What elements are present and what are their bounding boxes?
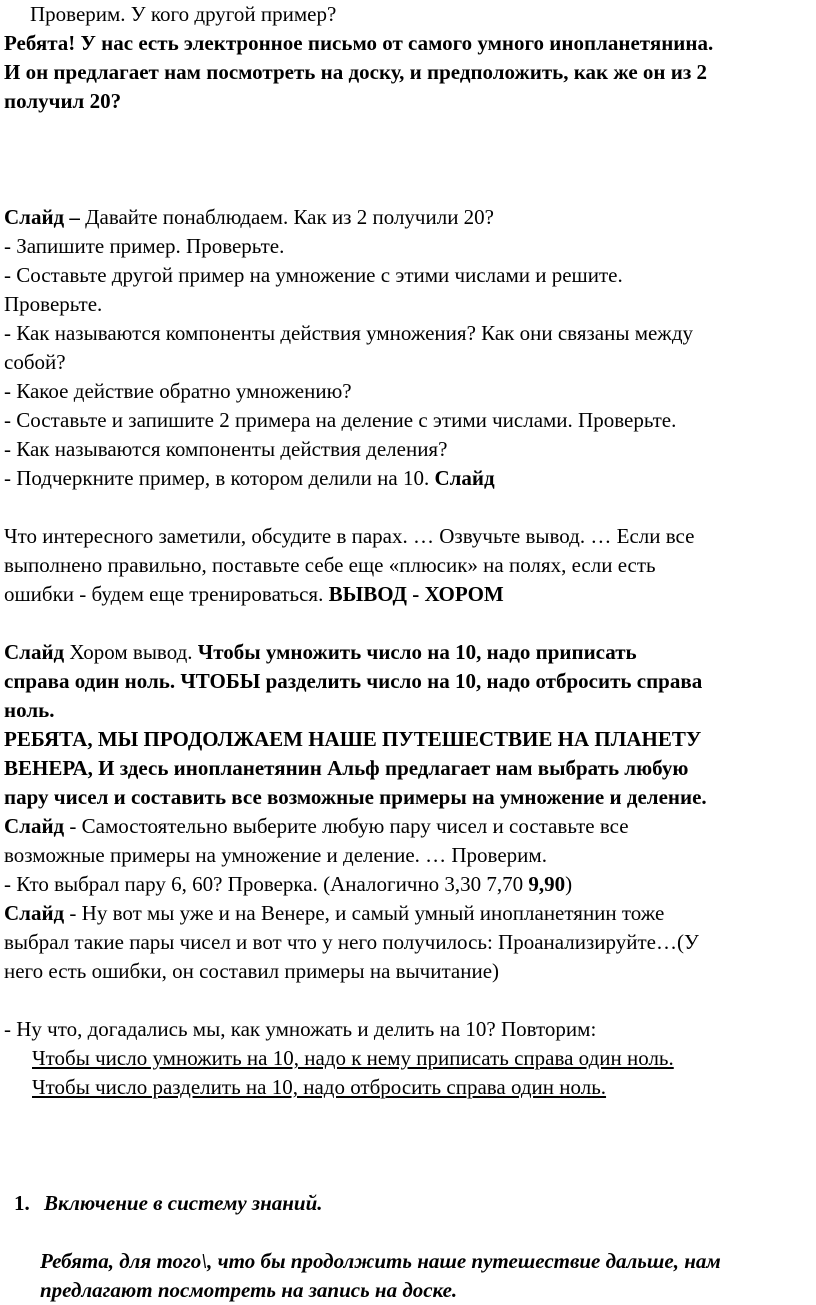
blank-line — [4, 1102, 810, 1131]
paragraph-line — [4, 580, 810, 609]
paragraph-line: - Составьте другой пример на умножение с этими числами и решите. — [4, 263, 623, 287]
paragraph-line: - Запишите пример. Проверьте. — [4, 234, 285, 258]
slide-label: Слайд – — [4, 205, 80, 229]
slide-label: Слайд — [4, 814, 65, 838]
blank-line — [4, 1160, 810, 1189]
section-heading — [4, 1189, 810, 1218]
paragraph-line: собой? — [4, 350, 66, 374]
paragraph-line: Проверьте. — [4, 292, 103, 316]
text-run: Хором вывод. — [64, 640, 198, 664]
paragraph-line: - Какое действие обратно умножению? — [4, 379, 352, 403]
paragraph-line: него есть ошибки, он составил примеры на вычитание) — [4, 959, 500, 983]
paragraph-line: И он предлагает нам посмотреть на доску, и предположить, как же он из 2 — [4, 60, 708, 84]
paragraph-line: выбрал такие пары чисел и вот что у него получилось: Проанализируйте…(У — [4, 930, 699, 954]
text-run: - Кто выбрал пару 6, 60? Проверка. (Аналогично 3,30 7,70 — [4, 872, 529, 896]
blank-line — [4, 986, 810, 1015]
paragraph-line — [4, 464, 810, 493]
paragraph-line — [4, 638, 810, 667]
paragraph-line — [4, 203, 810, 232]
paragraph-line: Проверим. У кого другой пример? — [30, 2, 337, 26]
text-run: ) — [565, 872, 573, 896]
list-number: 1. — [14, 1191, 30, 1215]
number-pair: 9,90 — [528, 872, 566, 896]
blank-line — [4, 145, 810, 174]
paragraph-line: ноль. — [4, 698, 55, 722]
blank-line — [4, 174, 810, 203]
text-run: - Подчеркните пример, в котором делили на 10. — [4, 466, 435, 490]
paragraph-line: РЕБЯТА, МЫ ПРОДОЛЖАЕМ НАШЕ ПУТЕШЕСТВИЕ НА ПЛАНЕТУ — [4, 727, 702, 751]
text-run: Давайте понаблюдаем. Как из 2 получили 20? — [79, 205, 495, 229]
paragraph-line: - Составьте и запишите 2 примера на деление с этими числами. Проверьте. — [4, 408, 677, 432]
text-run: - Самостоятельно выберите любую пару чисел и составьте все — [64, 814, 629, 838]
rule-line: Чтобы число умножить на 10, надо к нему приписать справа один ноль. — [32, 1046, 674, 1070]
paragraph-line: пару чисел и составить все возможные примеры на умножение и деление. — [4, 785, 707, 809]
paragraph-line: - Ну что, догадались мы, как умножать и делить на 10? Повторим: — [4, 1017, 597, 1041]
paragraph-line: Что интересного заметили, обсудите в парах. … Озвучьте вывод. … Если все — [4, 524, 695, 548]
blank-line — [4, 1131, 810, 1160]
blank-line — [4, 1218, 810, 1247]
paragraph-line: предлагают посмотреть на запись на доске. — [40, 1278, 458, 1302]
paragraph-line: Ребята! У нас есть электронное письмо от самого умного инопланетянина. — [4, 31, 714, 55]
rule-line: Чтобы число разделить на 10, надо отбросить справа один ноль. — [32, 1075, 607, 1099]
paragraph-line: возможные примеры на умножение и деление. … Проверим. — [4, 843, 547, 867]
text-run: - Ну вот мы уже и на Венере, и самый умный инопланетянин тоже — [64, 901, 665, 925]
paragraph-line: - Как называются компоненты действия умножения? Как они связаны между — [4, 321, 694, 345]
slide-label: Слайд — [4, 640, 65, 664]
paragraph-line: ВЕНЕРА, И здесь инопланетянин Альф предлагает нам выбрать любую — [4, 756, 689, 780]
paragraph-line — [4, 812, 810, 841]
paragraph-line — [4, 870, 810, 899]
slide-label: Слайд — [4, 901, 65, 925]
blank-line — [4, 493, 810, 522]
conclusion-label: ВЫВОД - ХОРОМ — [328, 582, 504, 606]
paragraph-line: выполнено правильно, поставьте себе еще «плюсик» на полях, если есть — [4, 553, 656, 577]
blank-line — [4, 116, 810, 145]
paragraph-line: Ребята, для того\, что бы продолжить наше путешествие дальше, нам — [40, 1249, 721, 1273]
rule-text: Чтобы умножить число на 10, надо приписать — [197, 640, 637, 664]
section-title: Включение в систему знаний. — [44, 1191, 323, 1215]
text-run: ошибки - будем еще тренироваться. — [4, 582, 329, 606]
slide-label: Слайд — [434, 466, 495, 490]
paragraph-line: - Как называются компоненты действия деления? — [4, 437, 448, 461]
paragraph-line: справа один ноль. ЧТОБЫ разделить число на 10, надо отбросить справа — [4, 669, 703, 693]
paragraph-line: получил 20? — [4, 89, 122, 113]
blank-line — [4, 609, 810, 638]
paragraph-line — [4, 899, 810, 928]
